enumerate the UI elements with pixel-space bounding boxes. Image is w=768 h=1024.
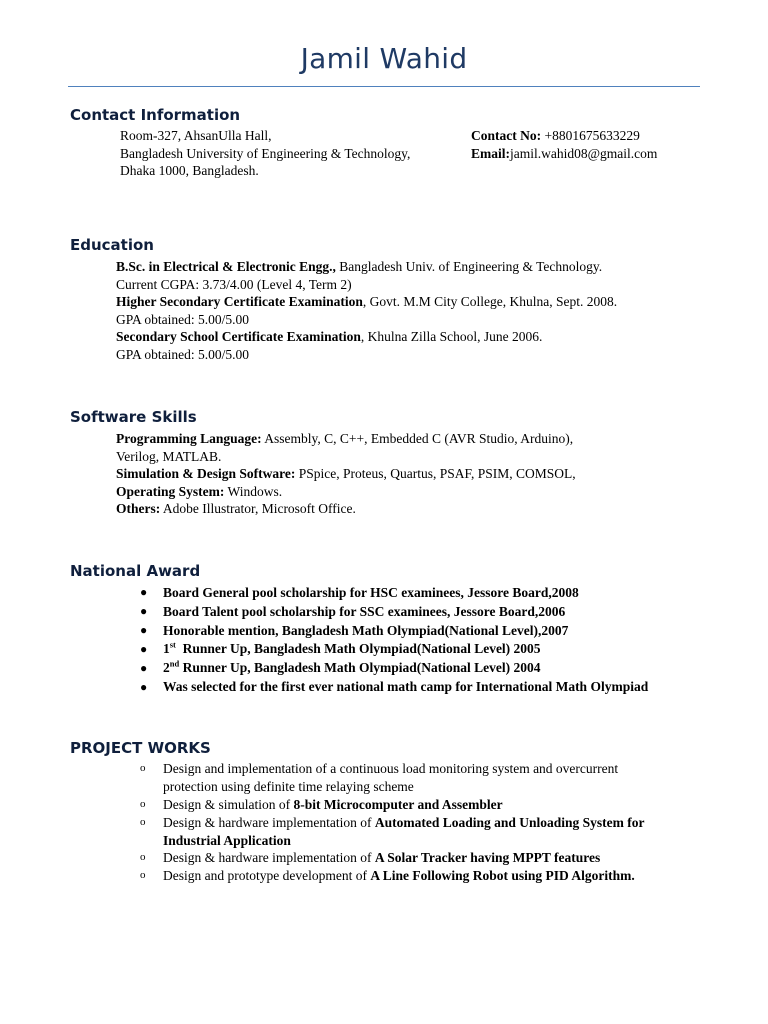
hsc-title: Higher Secondary Certificate Examination (116, 294, 363, 309)
project-text: Design & simulation of (163, 797, 294, 812)
os-label: Operating System: (116, 483, 225, 499)
address-block (120, 127, 410, 180)
simulation-line (116, 465, 576, 483)
others-label: Others: (116, 501, 161, 516)
award-item: Was selected for the first ever national math camp for International Math Olympiad (163, 679, 649, 694)
education-block (116, 258, 617, 363)
project-text: Design & hardware implementation of (163, 850, 375, 865)
bullet-icon: ● (140, 604, 148, 618)
others-line (116, 500, 576, 518)
ssc-gpa: GPA obtained: 5.00/5.00 (116, 346, 250, 362)
programming-line (116, 430, 576, 448)
simulation-value: PSpice, Proteus, Quartus, PSAF, PSIM, COMSOL, (295, 466, 576, 481)
projects-heading: PROJECT WORKS (70, 739, 211, 757)
project-text: Design and prototype development of (163, 868, 371, 883)
project-item (163, 760, 618, 795)
bullet-icon: ● (140, 642, 148, 656)
project-title-cont: Industrial Application (163, 832, 291, 848)
address-line: Bangladesh University of Engineering & Technology, (120, 145, 411, 161)
award-item: Board Talent pool scholarship for SSC examinees, Jessore Board,2006 (163, 604, 566, 619)
project-line: protection using definite time relaying scheme (163, 778, 414, 794)
candidate-name: Jamil Wahid (300, 42, 468, 75)
bullet-icon: ● (140, 661, 148, 675)
award-text: Runner Up, Bangladesh Math Olympiad(National Level) 2004 (179, 660, 541, 675)
skills-block (116, 430, 576, 518)
project-item (163, 814, 645, 849)
phone-label: Contact No: (471, 128, 542, 143)
award-item (163, 659, 541, 677)
hsc-line (116, 293, 617, 311)
phone-value: +8801675633229 (541, 128, 640, 143)
programming-line-2: Verilog, MATLAB. (116, 448, 222, 464)
skills-heading: Software Skills (70, 408, 197, 426)
award-item: Board General pool scholarship for HSC examinees, Jessore Board,2008 (163, 585, 579, 600)
circle-bullet-icon: o (140, 851, 146, 863)
bsc-institution: Bangladesh Univ. of Engineering & Technology. (335, 259, 603, 274)
os-value: Windows. (224, 483, 283, 499)
bsc-line (116, 258, 617, 276)
contact-numbers (471, 127, 657, 162)
hsc-gpa: GPA obtained: 5.00/5.00 (116, 311, 250, 327)
award-text: Runner Up, Bangladesh Math Olympiad(National Level) 2005 (175, 641, 541, 656)
simulation-label: Simulation & Design Software: (116, 466, 296, 481)
ssc-institution: , Khulna Zilla School, June 2006. (360, 329, 543, 344)
project-text: Design & hardware implementation of (163, 815, 375, 830)
project-line: Design and implementation of a continuous load monitoring system and overcurrent (163, 761, 619, 776)
project-title: 8-bit Microcomputer and Assembler (293, 797, 503, 812)
bullet-icon: ● (140, 585, 148, 599)
email-label: Email: (471, 145, 510, 161)
programming-label: Programming Language: (116, 431, 262, 446)
hsc-institution: , Govt. M.M City College, Khulna, Sept. 2008. (362, 294, 618, 309)
award-rank: 1 (163, 641, 170, 656)
project-title: Automated Loading and Unloading System for (374, 815, 645, 830)
address-line: Dhaka 1000, Bangladesh. (120, 163, 259, 178)
awards-heading: National Award (70, 562, 201, 580)
project-item (163, 867, 635, 885)
others-value: Adobe Illustrator, Microsoft Office. (160, 501, 356, 516)
ssc-title: Secondary School Certificate Examination (116, 329, 361, 344)
project-title: A Line Following Robot using PID Algorithm. (370, 868, 635, 883)
email-value: jamil.wahid08@gmail.com (510, 145, 658, 161)
project-item (163, 849, 600, 867)
award-rank-suffix: st (169, 639, 176, 650)
circle-bullet-icon: o (140, 816, 146, 828)
circle-bullet-icon: o (140, 762, 146, 774)
contact-heading: Contact Information (70, 106, 241, 124)
award-item: Honorable mention, Bangladesh Math Olympiad(National Level),2007 (163, 623, 569, 638)
address-line: Room-327, AhsanUlla Hall, (120, 128, 272, 143)
education-heading: Education (70, 236, 154, 254)
email-line (471, 145, 657, 163)
circle-bullet-icon: o (140, 869, 146, 881)
bullet-icon: ● (140, 680, 148, 694)
cgpa-line: Current CGPA: 3.73/4.00 (Level 4, Term 2) (116, 276, 352, 292)
circle-bullet-icon: o (140, 798, 146, 810)
bullet-icon: ● (140, 623, 148, 637)
bsc-title: B.Sc. in Electrical & Electronic Engg., (116, 259, 336, 274)
award-rank: 2 (163, 660, 170, 675)
programming-value: Assembly, C, C++, Embedded C (AVR Studio, Arduino), (261, 431, 574, 446)
award-rank-suffix: nd (169, 658, 180, 669)
header-divider (68, 86, 700, 87)
project-item (163, 796, 503, 814)
os-line (116, 483, 576, 501)
project-title: A Solar Tracker having MPPT features (374, 850, 601, 865)
award-item (163, 640, 541, 658)
ssc-line (116, 328, 617, 346)
phone-line (471, 127, 657, 145)
